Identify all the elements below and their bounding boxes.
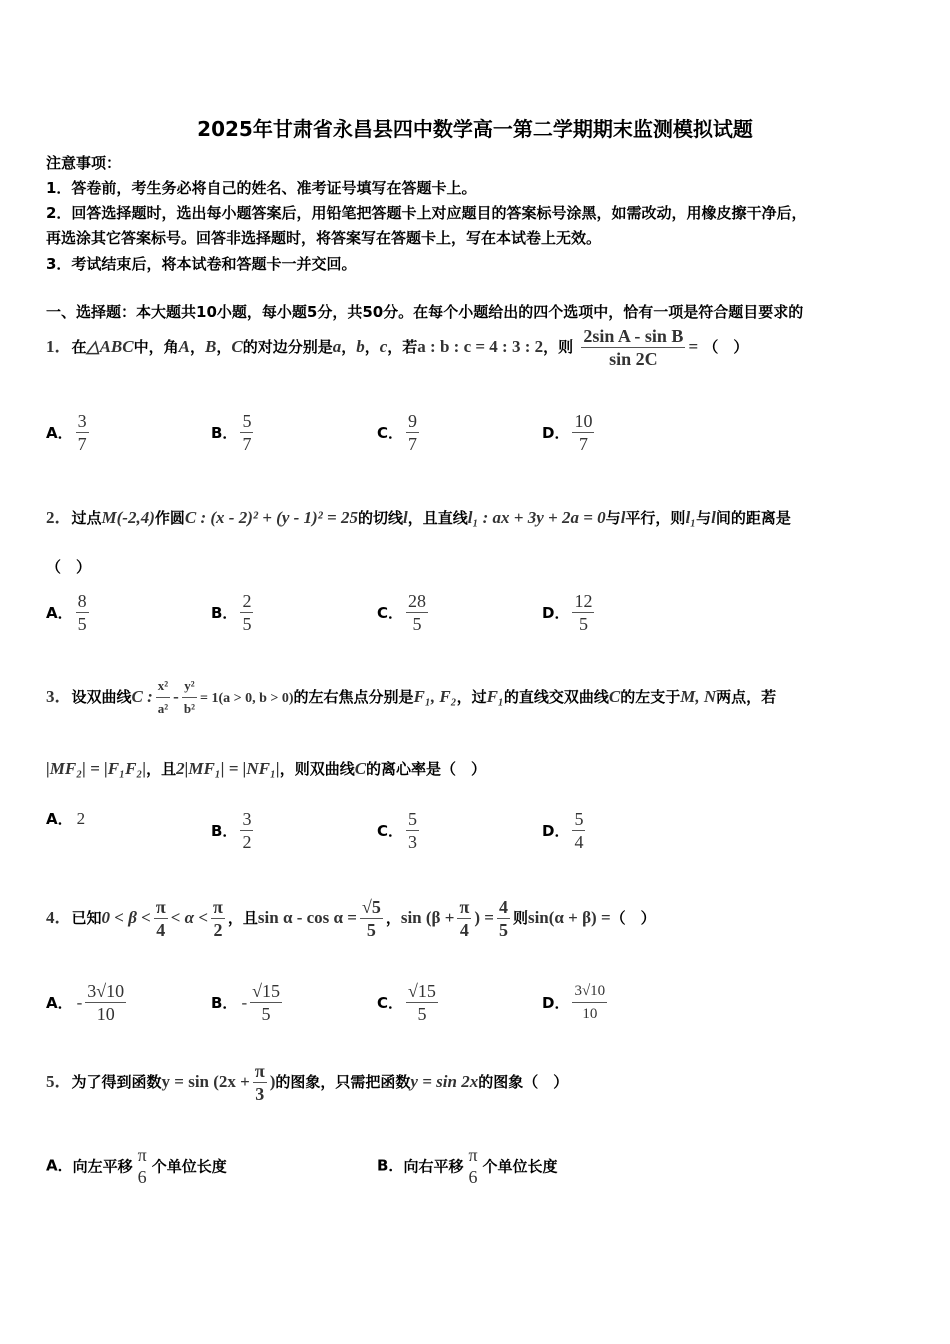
option-b[interactable]: B． $\frac{5}{7}$ bbox=[211, 411, 252, 454]
note-item: 2．回答选择题时，选出每小题答案后，用铅笔把答题卡上对应题目的答案标号涂黑，如需改动，用橡皮擦干净后， bbox=[46, 204, 807, 222]
option-a[interactable]: A． - $\frac{3√10}{10}$ bbox=[46, 981, 125, 1024]
option-c[interactable]: C． $\frac{9}{7}$ bbox=[377, 411, 418, 454]
option-b[interactable]: B． $\frac{3}{2}$ bbox=[211, 809, 252, 852]
option-d[interactable]: D． $\frac{10}{7}$ bbox=[542, 411, 593, 454]
option-b[interactable]: B． - $\frac{√15}{5}$ bbox=[211, 981, 280, 1024]
option-c[interactable]: C． $\frac{28}{5}$ bbox=[377, 591, 427, 634]
option-a[interactable]: A． 2 bbox=[46, 808, 86, 828]
option-a[interactable]: A． $\frac{3}{7}$ bbox=[46, 411, 87, 454]
option-b[interactable]: B． $\frac{2}{5}$ bbox=[211, 591, 252, 634]
option-c[interactable]: C． $\frac{√15}{5}$ bbox=[377, 981, 436, 1024]
note-item: 1．答卷前，考生务必将自己的姓名、准考证号填写在答题卡上。 bbox=[46, 179, 477, 197]
notes-heading: 注意事项： bbox=[46, 154, 122, 172]
question-2: 2．过点M(-2,4)作圆C : (x - 2)² + (y - 1)² = 25的切线l，且直线l₁ : ax + 3y + 2a = 0与l平行，则l₁与l间的距离是 bbox=[46, 508, 791, 527]
fraction: $\frac{\text{2sin A - sin B}}{\sin 2C}$ bbox=[583, 326, 684, 369]
page-title: 2025年甘肃省永昌县四中数学高一第二学期期末监测模拟试题 bbox=[197, 117, 753, 141]
question-3-cont: |MF₂| = |F₁F₂|，且2|MF₁| = |NF₁|，则双曲线C的离心率是（ ） bbox=[46, 759, 487, 778]
question-5: 5．为了得到函数y = sin (2x + $\frac{\pi}{3}$ )的图象，只需把函数y = sin 2x的图象（ ） bbox=[46, 1061, 569, 1104]
option-b[interactable]: B．向右平移 π 6 个单位长度 bbox=[377, 1145, 558, 1187]
question-3: 3．设双曲线C : $\frac{\text{x²}}{\text{a²}}$ - $\frac{\text{y²}}{\text{b²}}$ = 1(a > 0, b > 0)的左右焦点分别是F₁, F₂，过F₁的直线交双曲线C的左支于M, N两点，若 bbox=[46, 675, 776, 720]
option-a[interactable]: A． $\frac{8}{5}$ bbox=[46, 591, 87, 634]
note-item: 再选涂其它答案标号。回答非选择题时，将答案写在答题卡上，写在本试卷上无效。 bbox=[46, 229, 602, 247]
option-c[interactable]: C． $\frac{5}{3}$ bbox=[377, 809, 418, 852]
option-d[interactable]: D． $\frac{3√10}{10}$ bbox=[542, 980, 610, 1025]
question-2-paren: （ ） bbox=[46, 558, 92, 576]
question-1: 1．在△ABC中，角A，B，C的对边分别是a，b，c，若a : b : c = 4 : 3 : 2，则 $\frac{\text{2sin A - sin B}}{\sin 2C}$ = （ ） bbox=[46, 326, 749, 369]
option-a[interactable]: A．向左平移 π 6 个单位长度 bbox=[46, 1145, 227, 1187]
option-d[interactable]: D． $\frac{5}{4}$ bbox=[542, 809, 584, 852]
note-item: 3．考试结束后，将本试卷和答题卡一并交回。 bbox=[46, 255, 357, 273]
option-d[interactable]: D． $\frac{12}{5}$ bbox=[542, 591, 593, 634]
question-4: 4．已知0 < β < $\frac{\pi}{4}$ < α < $\frac{\pi}{2}$ ，且sin α - cos α = $\frac{√5}{5}$ ，sin (β + $\frac{\pi}{4}$ ) = $\frac{4}{5}$ 则sin(α + β) =（ ） bbox=[46, 897, 656, 940]
section-heading: 一、选择题：本大题共10小题，每小题5分，共50分。在每个小题给出的四个选项中，恰有一项是符合题目要求的 bbox=[46, 303, 804, 321]
